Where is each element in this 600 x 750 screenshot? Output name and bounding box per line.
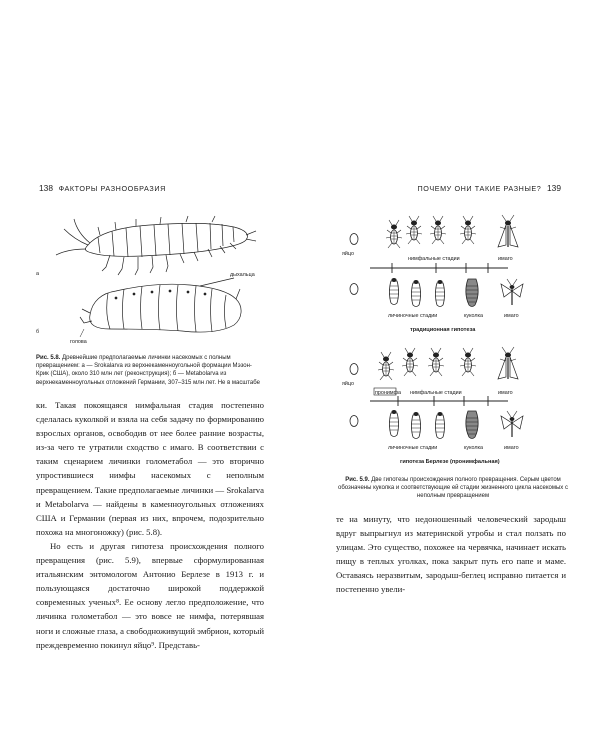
moth-icon <box>501 279 523 305</box>
figure-5-8-caption-label: Рис. 5.8. <box>36 355 61 361</box>
egg-icon <box>350 416 358 427</box>
left-paragraph-1: ки. Такая покоящаяся нимфальная стадия постепенно сделалась куколкой и взяла на себя задачу по формированию взрослых органов, освободив от нее более ранние возрасты, из-за чего те утратили сходство с имаго. В соответствии с таким сценарием личинки голометабол — это вторично упростившиеся нимфы насекомых с неполным превращением. Такие предполагаемые личинки — Srokalarva и Metabolarva — найдены в каменноугольных отложениях США и Германии (первая из них, впрочем, подозрительно похожа на многоножку) (рис. 5.8). <box>36 400 264 537</box>
nymph-icon <box>428 348 444 376</box>
left-running-head-title: ФАКТОРЫ РАЗНООБРАЗИЯ <box>58 184 166 193</box>
larva-icon <box>435 412 445 439</box>
berlese-hypothesis-diagram <box>342 347 523 465</box>
figure-5-9-diagram <box>340 205 570 475</box>
egg-icon <box>350 234 358 245</box>
figure-5-9-caption-text: Две гипотезы происхождения полного превращения. Серым цветом обозначены куколка и соответствующие ей стадии жизненного цикла насекомых с неполным превращением <box>338 477 568 500</box>
larva-icon <box>411 412 421 439</box>
left-page-number: 138 <box>39 183 53 193</box>
nymph-icon <box>378 352 394 380</box>
figure-5-9-caption <box>338 476 568 501</box>
left-running-head <box>36 183 166 193</box>
nymph-stages-label-2: нимфальные стадии <box>410 390 462 396</box>
traditional-hypothesis-diagram <box>342 215 523 333</box>
hypothesis-1-label: традиционная гипотеза <box>410 327 476 333</box>
imago-label-3: имаго <box>498 390 513 396</box>
larva-icon <box>411 280 421 307</box>
imago-label-4: имаго <box>504 445 519 451</box>
egg-icon <box>350 364 358 375</box>
larva-icon <box>389 410 399 437</box>
pupa-label-1: куколка <box>464 313 484 319</box>
nymph-stages-label-1: нимфальные стадии <box>408 256 460 262</box>
imago-icon <box>498 215 518 247</box>
pupa-icon <box>466 279 479 307</box>
figure-label-a: а <box>36 271 39 277</box>
pupa-label-2: куколка <box>464 445 484 451</box>
figure-5-8-larvae <box>36 205 260 350</box>
nymph-icon <box>460 348 476 376</box>
srokalarva-drawing <box>56 216 256 275</box>
metabolarva-drawing <box>80 278 241 332</box>
right-paragraph-1: те на минуту, что недоношенный человеческий зародыш вдруг выпрыгнул из материнской утробы и стал ползать по улицам. Это существо, похожее на червячка, начинает искать пищу в теплых уголках, пока закрыт путь его папе и маме. Оставаясь неразвитым, зародыш-беглец исправно питается и постепенно увели- <box>336 514 566 595</box>
imago-icon <box>498 347 518 379</box>
imago-label-1: имаго <box>498 256 513 262</box>
egg-icon <box>350 284 358 295</box>
figure-5-9-caption-label: Рис. 5.9. <box>345 477 370 483</box>
moth-icon <box>501 411 523 437</box>
figure-5-8-caption <box>36 354 262 387</box>
figure-label-b: б <box>36 329 40 335</box>
nymph-icon <box>386 220 402 248</box>
right-body-text <box>336 512 566 597</box>
larva-icon <box>435 280 445 307</box>
pronymph-label: пронимфа <box>375 390 402 396</box>
figure-label-spiracles: дыхальца <box>230 272 255 278</box>
nymph-icon <box>460 216 476 244</box>
figure-5-8-caption-text: Древнейшие предполагаемые личинки насекомых с полным превращением: а — Srokalarva из верхнекаменноугольной формации Мэзон-Крик (США), около 310 млн лет (реконструкция); б — Metabolarva из верхнекаменноугольных отложений Германии, 307–315 млн лет. Не в масштабе <box>36 355 260 386</box>
right-page <box>300 0 600 750</box>
larval-stages-label-2: личиночные стадии <box>388 445 438 451</box>
nymph-icon <box>430 216 446 244</box>
imago-label-2: имаго <box>504 313 519 319</box>
figure-label-head: голова <box>70 339 87 345</box>
egg-label-1: яйцо <box>342 251 354 257</box>
larval-stages-label-1: личиночные стадии <box>388 313 438 319</box>
right-page-number: 139 <box>547 183 561 193</box>
pupa-icon <box>466 411 479 439</box>
larva-icon <box>389 278 399 305</box>
hypothesis-2-label: гипотеза Берлезе (пронимфальная) <box>400 459 500 465</box>
nymph-icon <box>402 348 418 376</box>
right-running-head-title: ПОЧЕМУ ОНИ ТАКИЕ РАЗНЫЕ? <box>417 184 542 193</box>
egg-label-2: яйцо <box>342 381 354 387</box>
nymph-icon <box>406 216 422 244</box>
left-paragraph-2: Но есть и другая гипотеза происхождения полного превращения (рис. 5.9), впервые сформулированная итальянским энтомологом Антонио Берлезе в 1913 г. и пользующаяся достаточно широкой поддержкой современных ученых⁸. Ее основу легло предположение, что личинка голометабол — это вовсе не нимфа, потерявшая ноги и сложные глаза, а свободноживущий эмбрион, который преждевременно покинул яйцо⁹. Представь- <box>36 540 264 650</box>
right-running-head <box>418 183 564 193</box>
left-body-text <box>36 398 264 652</box>
